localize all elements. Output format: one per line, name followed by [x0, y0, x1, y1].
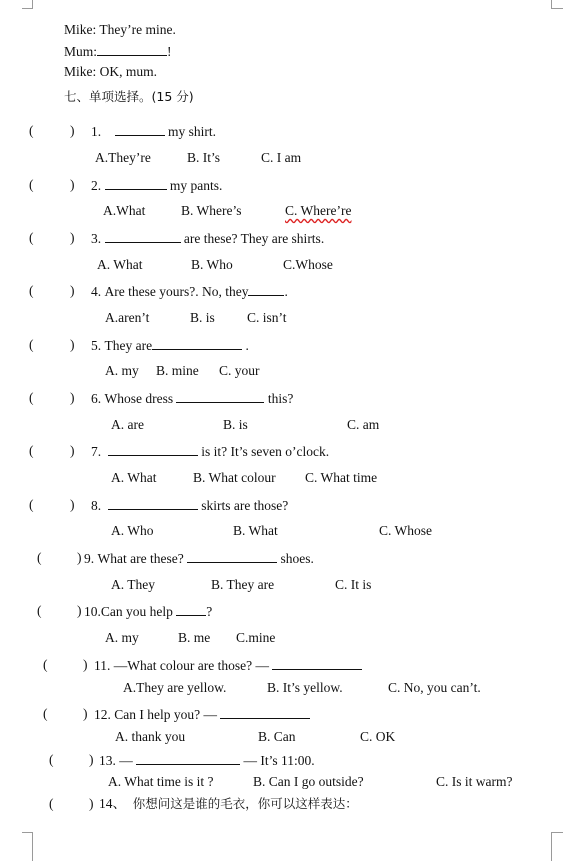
option-c[interactable]: C. am: [347, 417, 380, 432]
crop-mark-top-left-h: [22, 8, 33, 9]
paren-open: (: [29, 230, 34, 245]
option-a[interactable]: A. What: [97, 257, 143, 272]
paren-close: ): [70, 230, 75, 245]
paren-close: ): [83, 706, 88, 721]
crop-mark-bottom-right-v: [551, 832, 552, 861]
dialogue-line-2: [64, 43, 172, 60]
question-number: 6.: [91, 391, 102, 406]
crop-mark-bottom-left-h: [22, 832, 33, 833]
crop-mark-bottom-right-h: [551, 832, 563, 833]
option-a[interactable]: A. They: [111, 577, 155, 592]
paren-close: ): [77, 603, 82, 618]
paren-open: (: [49, 752, 54, 767]
question-text-pre: Are these yours?. No, they: [104, 284, 249, 299]
question-4: [91, 283, 288, 300]
option-a[interactable]: A.They are yellow.: [123, 680, 227, 695]
paren-open: (: [49, 796, 54, 811]
option-a[interactable]: A. my: [105, 630, 139, 645]
question-text-pre: Whose dress: [104, 391, 177, 406]
option-c[interactable]: C. Whose: [379, 523, 432, 538]
answer-blank[interactable]: [115, 123, 165, 136]
answer-blank[interactable]: [105, 177, 167, 190]
question-3: [91, 230, 324, 247]
question-text-post: my pants.: [166, 178, 223, 193]
paren-close: ): [89, 752, 94, 767]
question-number: 11.: [94, 658, 111, 673]
answer-blank[interactable]: [97, 43, 167, 56]
answer-blank[interactable]: [187, 550, 277, 563]
question-text-post: this?: [264, 391, 294, 406]
answer-blank[interactable]: [136, 752, 240, 765]
paren-close: ): [70, 283, 75, 298]
question-6: [91, 390, 293, 407]
paren-close: ): [70, 123, 75, 138]
question-12: [94, 706, 310, 723]
question-number: 13.: [99, 753, 116, 768]
question-1: [91, 123, 216, 140]
option-c[interactable]: C. Is it warm?: [436, 774, 513, 789]
paren-open: (: [37, 603, 42, 618]
option-b[interactable]: B. mine: [156, 363, 199, 378]
option-b[interactable]: B. They are: [211, 577, 275, 592]
question-text-post: shoes.: [277, 551, 314, 566]
paren-open: (: [29, 497, 34, 512]
option-b[interactable]: B. It’s: [187, 150, 221, 165]
question-text-pre: Can you help: [100, 604, 177, 619]
option-b[interactable]: B. What colour: [193, 470, 276, 485]
question-text-pre: They are: [104, 338, 153, 353]
question-11: [94, 657, 362, 674]
dialogue-line-2-speaker: Mum:: [64, 44, 98, 59]
question-number: 10.: [84, 604, 101, 619]
section-title: 七、单项选择。(15 分): [64, 89, 194, 104]
paren-close: ): [77, 550, 82, 565]
option-c[interactable]: C. No, you can’t.: [388, 680, 481, 695]
paren-close: ): [89, 796, 94, 811]
option-a[interactable]: A. thank you: [115, 729, 186, 744]
dialogue-line-3: Mike: OK, mum.: [64, 64, 157, 79]
option-b[interactable]: B. What: [233, 523, 278, 538]
option-a[interactable]: A. What time is it ?: [108, 774, 214, 789]
answer-blank[interactable]: [108, 443, 198, 456]
option-c[interactable]: C. Where’re: [285, 203, 352, 218]
option-b[interactable]: B. is: [190, 310, 215, 325]
paren-open: (: [29, 390, 34, 405]
paren-open: (: [29, 337, 34, 352]
question-text-pre: —What colour are those? —: [113, 658, 273, 673]
option-b[interactable]: B. Can: [258, 729, 296, 744]
question-number: 14、: [99, 796, 126, 811]
question-number: 9.: [84, 551, 95, 566]
question-number: 3.: [91, 231, 102, 246]
question-13: [99, 752, 315, 769]
option-b[interactable]: B. me: [178, 630, 211, 645]
paren-open: (: [29, 283, 34, 298]
paren-open: (: [29, 123, 34, 138]
question-number: 4.: [91, 284, 102, 299]
option-a[interactable]: A.What: [103, 203, 146, 218]
dialogue-line-2-end: !: [167, 44, 172, 59]
question-14: [99, 796, 358, 812]
option-c[interactable]: C. isn’t: [247, 310, 287, 325]
question-5: [91, 337, 249, 354]
question-10: [84, 603, 212, 620]
answer-blank[interactable]: [152, 337, 242, 350]
option-b[interactable]: B. It’s yellow.: [267, 680, 343, 695]
option-b[interactable]: B. Where’s: [181, 203, 242, 218]
paren-open: (: [37, 550, 42, 565]
option-a[interactable]: A.aren’t: [105, 310, 150, 325]
question-text-post: skirts are those?: [197, 498, 289, 513]
dialogue-line-1: Mike: They’re mine.: [64, 22, 176, 37]
answer-blank[interactable]: [220, 706, 310, 719]
crop-mark-top-right-v: [551, 0, 552, 8]
paren-close: ): [70, 497, 75, 512]
answer-blank[interactable]: [176, 390, 264, 403]
crop-mark-top-right-h: [551, 8, 563, 9]
paren-close: ): [70, 443, 75, 458]
answer-blank[interactable]: [248, 283, 284, 296]
question-7: [91, 443, 329, 460]
question-number: 8.: [91, 498, 102, 513]
option-b[interactable]: B. is: [223, 417, 248, 432]
question-text-post: ?: [206, 604, 213, 619]
question-text-pre: —: [119, 753, 137, 768]
question-text-post: my shirt.: [164, 124, 217, 139]
question-text-post: — It’s 11:00.: [240, 753, 315, 768]
option-c[interactable]: C. your: [219, 363, 260, 378]
option-a[interactable]: A. are: [111, 417, 144, 432]
paren-close: ): [70, 390, 75, 405]
answer-blank[interactable]: [105, 230, 181, 243]
question-number: 7.: [91, 444, 102, 459]
question-text-post: is it? It’s seven o’clock.: [197, 444, 330, 459]
question-2: [91, 177, 222, 194]
crop-mark-top-left-v: [32, 0, 33, 8]
option-a[interactable]: A.They’re: [95, 150, 151, 165]
paren-open: (: [29, 443, 34, 458]
option-a[interactable]: A. Who: [111, 523, 154, 538]
option-a[interactable]: A. What: [111, 470, 157, 485]
question-number: 12.: [94, 707, 111, 722]
crop-mark-bottom-left-v: [32, 832, 33, 861]
question-number: 2.: [91, 178, 102, 193]
question-9: [84, 550, 314, 567]
question-number: 1.: [91, 124, 102, 139]
option-c[interactable]: C. OK: [360, 729, 396, 744]
option-c[interactable]: C.Whose: [283, 257, 333, 272]
paren-open: (: [43, 706, 48, 721]
question-text-pre: 你想问这是谁的毛衣，你可以这样表达：: [132, 796, 358, 811]
answer-blank[interactable]: [176, 603, 206, 616]
option-c[interactable]: C. What time: [305, 470, 378, 485]
paren-close: ): [70, 177, 75, 192]
question-number: 5.: [91, 338, 102, 353]
paren-open: (: [43, 657, 48, 672]
option-a[interactable]: A. my: [105, 363, 139, 378]
option-c[interactable]: C. I am: [261, 150, 302, 165]
answer-blank[interactable]: [272, 657, 362, 670]
question-text-pre: What are these?: [97, 551, 188, 566]
option-b[interactable]: B. Who: [191, 257, 233, 272]
option-c[interactable]: C.mine: [236, 630, 276, 645]
question-text-post: .: [284, 284, 288, 299]
question-8: [91, 497, 288, 514]
option-b[interactable]: B. Can I go outside?: [253, 774, 364, 789]
question-text-post: .: [242, 338, 249, 353]
paren-open: (: [29, 177, 34, 192]
paren-close: ): [83, 657, 88, 672]
question-text-pre: Can I help you? —: [114, 707, 221, 722]
question-text-post: are these? They are shirts.: [180, 231, 325, 246]
paren-close: ): [70, 337, 75, 352]
option-c[interactable]: C. It is: [335, 577, 372, 592]
answer-blank[interactable]: [108, 497, 198, 510]
